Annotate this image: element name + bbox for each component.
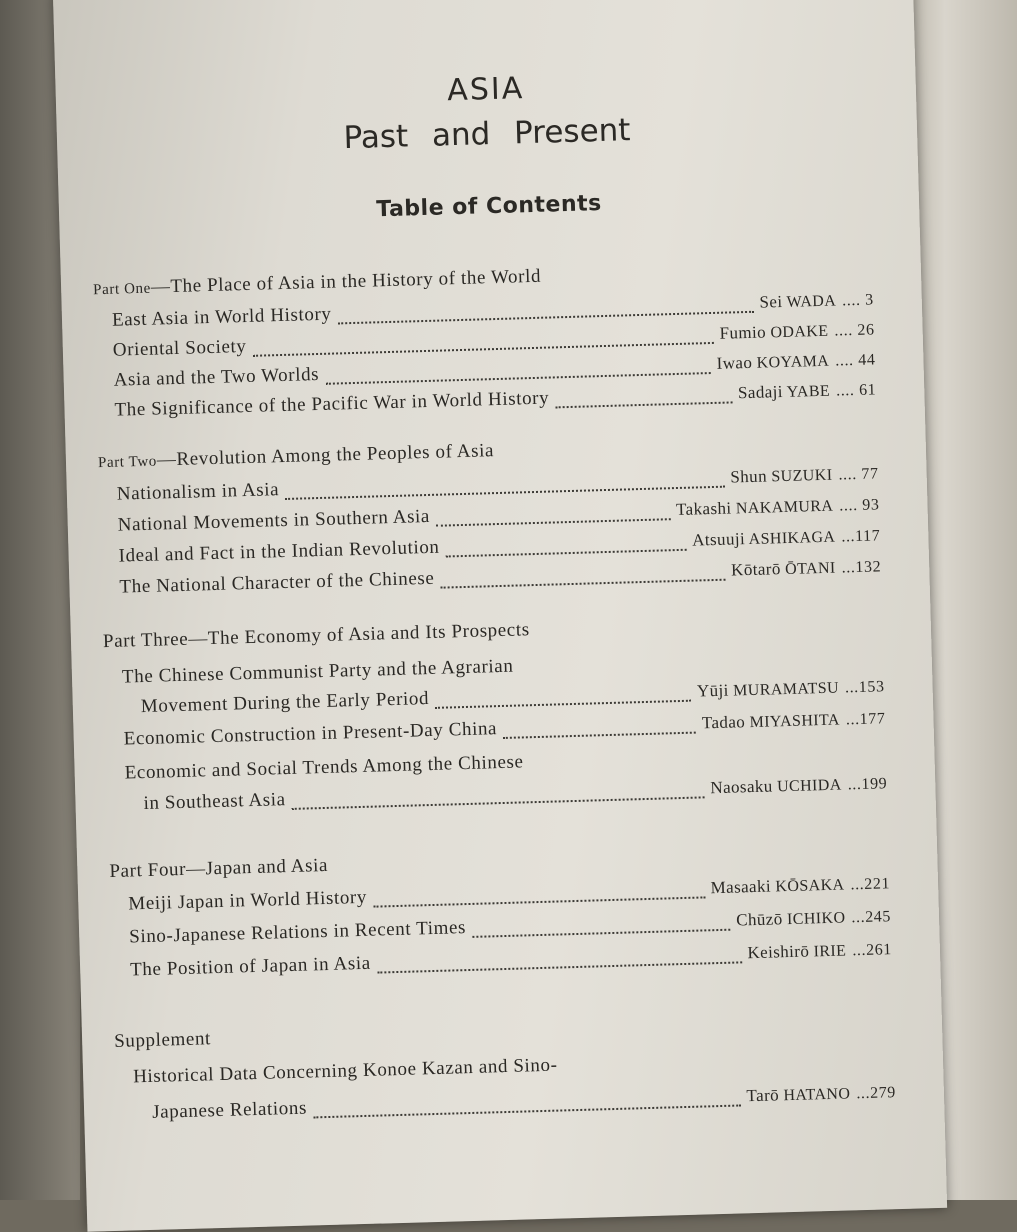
entry-author: Atsuuji ASHIKAGA <box>691 528 836 550</box>
part-one-heading: Part One—The Place of Asia in the History of the World <box>92 265 542 299</box>
entry-page: ...177 <box>845 710 886 729</box>
part-four-heading: Part Four—Japan and Asia <box>109 854 329 883</box>
entry-page: .... 77 <box>838 465 879 484</box>
book-page <box>53 0 947 1232</box>
part-two-heading: Part Two—Revolution Among the Peoples of Asia <box>97 440 495 472</box>
entry-title: Asia and the Two Worlds <box>113 363 320 391</box>
entry-title: National Movements in Southern Asia <box>117 505 431 536</box>
toc-entry <box>152 1081 896 1130</box>
entry-page: ...153 <box>844 678 885 697</box>
entry-title: Movement During the Early Period <box>140 688 430 718</box>
entry-title: The Significance of the Pacific War in World History <box>114 387 550 421</box>
entry-author: Sadaji YABE <box>737 382 831 403</box>
entry-title: Sino-Japanese Relations in Recent Times <box>128 917 467 948</box>
entry-page: ...279 <box>856 1084 897 1103</box>
entry-title-line: The Chinese Communist Party and the Agrarian <box>121 655 514 688</box>
entry-author: Masaaki KŌSAKA <box>710 876 845 898</box>
entry-author: Fumio ODAKE <box>719 322 829 343</box>
dot-leader <box>325 372 711 385</box>
dot-leader <box>555 401 732 408</box>
entry-author: Iwao KOYAMA <box>716 352 830 373</box>
entry-page: .... 44 <box>835 351 876 370</box>
entry-title: Economic Construction in Present-Day China <box>123 718 498 750</box>
dot-leader <box>377 961 742 973</box>
entry-page: ...261 <box>852 941 893 960</box>
dot-leader <box>446 549 687 558</box>
entry-title: in Southeast Asia <box>143 789 286 815</box>
entry-author: Tarō HATANO <box>746 1085 851 1106</box>
entry-page: .... 93 <box>839 496 880 515</box>
dot-leader <box>435 700 691 709</box>
entry-author: Sei WADA <box>759 292 837 312</box>
entry-page: .... 26 <box>834 321 875 340</box>
dot-leader <box>436 518 670 527</box>
entry-author: Takashi NAKAMURA <box>675 497 834 520</box>
entry-author: Keishirō IRIE <box>747 941 847 963</box>
entry-title: Japanese Relations <box>151 1097 308 1123</box>
entry-title: Oriental Society <box>112 335 247 361</box>
dot-leader <box>338 311 754 325</box>
entry-page: .... 3 <box>841 291 875 310</box>
toc-heading: Table of Contents <box>376 191 603 223</box>
entry-title-line: Historical Data Concerning Konoe Kazan and Sino- <box>132 1054 558 1088</box>
dot-leader <box>503 732 696 739</box>
entry-page: ...245 <box>851 908 892 927</box>
entry-author: Kōtarō ŌTANI <box>730 559 836 580</box>
dot-leader <box>373 896 705 907</box>
entry-page: ...117 <box>841 527 881 546</box>
entry-title: East Asia in World History <box>111 303 332 331</box>
dot-leader <box>472 929 730 938</box>
entry-page: .... 61 <box>835 381 877 400</box>
entry-page: ...132 <box>841 558 882 577</box>
dot-leader <box>441 579 726 589</box>
entry-author: Naosaku UCHIDA <box>710 776 842 798</box>
entry-author: Chūzō ICHIKO <box>735 909 846 930</box>
part-three-heading: Part Three—The Economy of Asia and Its Prospects <box>102 619 530 653</box>
entry-author: Tadao MIYASHITA <box>701 711 841 733</box>
dot-leader <box>313 1104 741 1118</box>
entry-title: The National Character of the Chinese <box>119 567 435 598</box>
entry-page: ...221 <box>850 875 891 894</box>
supplement-heading: Supplement <box>113 1028 212 1052</box>
entry-title: The Position of Japan in Asia <box>129 952 372 981</box>
dot-leader <box>292 796 705 810</box>
book-title: ASIA <box>446 71 525 109</box>
entry-title: Ideal and Fact in the Indian Revolution <box>118 536 440 567</box>
entry-author: Shun SUZUKI <box>730 466 833 487</box>
entry-title: Meiji Japan in World History <box>128 886 368 915</box>
entry-author: Yūji MURAMATSU <box>696 679 840 701</box>
entry-page: ...199 <box>847 775 888 794</box>
entry-title: Nationalism in Asia <box>116 479 280 505</box>
book-subtitle: Past and Present <box>343 112 631 157</box>
entry-title-line: Economic and Social Trends Among the Chinese <box>124 751 524 784</box>
dot-leader <box>285 486 724 500</box>
